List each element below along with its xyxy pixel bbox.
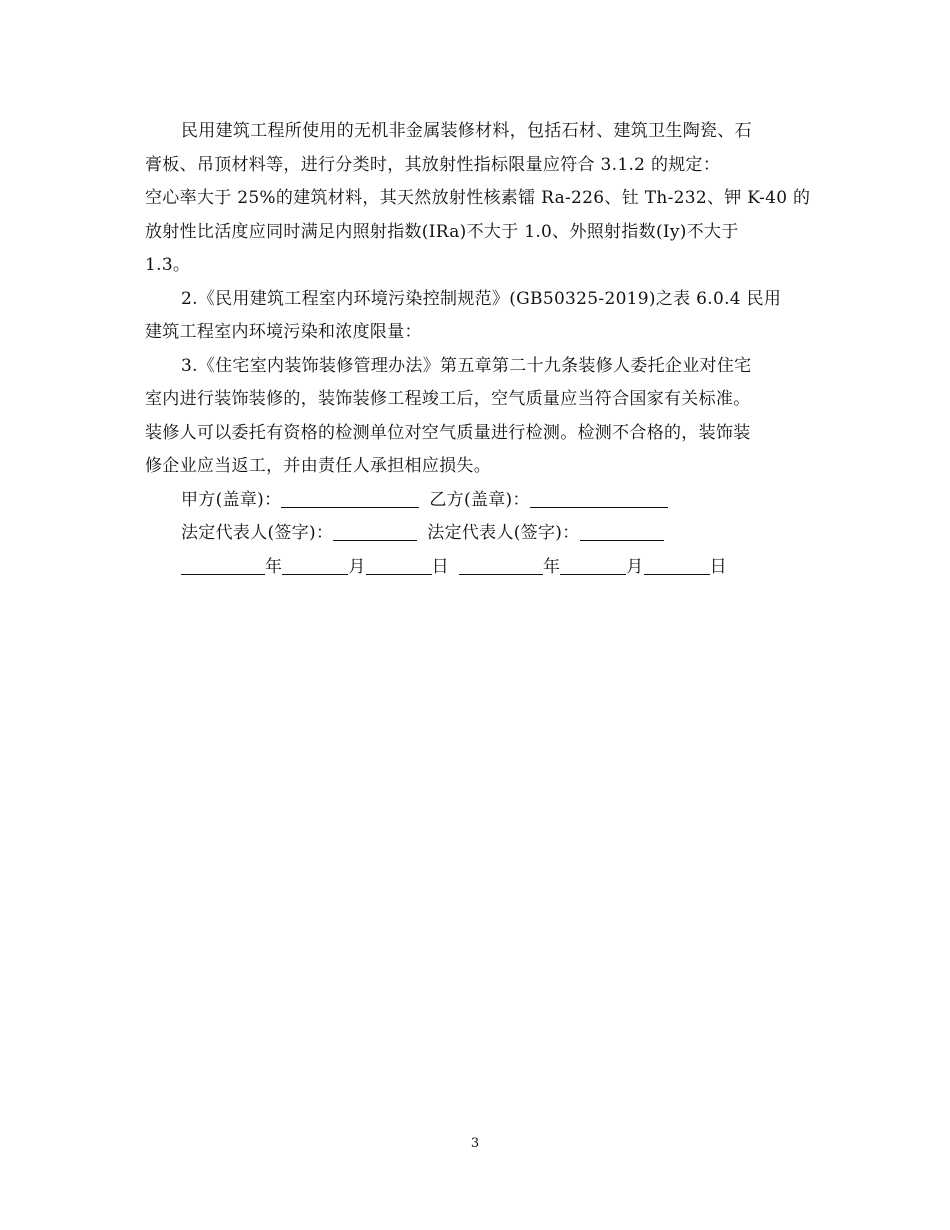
day-label: 日	[709, 556, 727, 577]
text-line: 装修人可以委托有资格的检测单位对空气质量进行检测。检测不合格的，装饰装	[145, 422, 751, 443]
page-number: 3	[470, 1136, 480, 1151]
party-b-year-blank	[459, 556, 543, 575]
text-line: 2.《民用建筑工程室内环境污染控制规范》(GB50325-2019)之表 6.0.4 民用	[181, 288, 782, 309]
year-label: 年	[542, 556, 561, 577]
text-line: 膏板、吊顶材料等，进行分类时，其放射性指标限量应符合 3.1.2 的规定：	[145, 154, 721, 175]
party-a-year-blank	[181, 556, 265, 575]
party-b-day-blank	[644, 556, 710, 575]
document-body	[145, 115, 810, 584]
paragraph-decoration-regulation	[145, 350, 810, 484]
month-label: 月	[626, 556, 644, 577]
legal-rep-b-label: 法定代表人(签字)：	[427, 523, 580, 543]
party-a-day-blank	[366, 556, 432, 575]
legal-representative-row	[145, 517, 810, 551]
month-label: 月	[348, 556, 366, 577]
legal-rep-a-signature-blank	[333, 522, 417, 541]
text-line: 3.《住宅室内装饰装修管理办法》第五章第二十九条装修人委托企业对住宅	[181, 355, 752, 376]
day-label: 日	[431, 556, 449, 577]
text-line: 建筑工程室内环境污染和浓度限量：	[145, 322, 422, 342]
date-row	[145, 551, 810, 585]
party-a-seal-blank	[281, 489, 419, 508]
paragraph-radioactivity-limits	[145, 115, 810, 182]
legal-rep-a-label: 法定代表人(签字)：	[181, 523, 334, 543]
text-line: 室内进行装饰装修的，装饰装修工程竣工后，空气质量应当符合国家有关标准。	[145, 389, 751, 409]
text-line: 民用建筑工程所使用的无机非金属装修材料，包括石材、建筑卫生陶瓷、石	[181, 121, 752, 141]
year-label: 年	[265, 556, 283, 577]
party-b-month-blank	[560, 556, 626, 575]
legal-rep-b-signature-blank	[580, 522, 664, 541]
party-b-label: 乙方(盖章)：	[429, 489, 530, 510]
party-a-label: 甲方(盖章)：	[181, 489, 282, 510]
party-a-month-blank	[282, 556, 348, 575]
text-line: 空心率大于 25%的建筑材料，其天然放射性核素镭 Ra-226、钍 Th-232、钾 K-40 的	[145, 188, 811, 208]
party-b-seal-blank	[530, 489, 668, 508]
text-line: 1.3。	[145, 255, 191, 275]
paragraph-gb50325-reference	[145, 283, 810, 350]
party-seal-row	[145, 484, 810, 518]
paragraph-hollow-materials	[145, 182, 810, 283]
text-line: 放射性比活度应同时满足内照射指数(IRa)不大于 1.0、外照射指数(Iy)不大于	[145, 221, 739, 242]
text-line: 修企业应当返工，并由责任人承担相应损失。	[145, 456, 491, 476]
